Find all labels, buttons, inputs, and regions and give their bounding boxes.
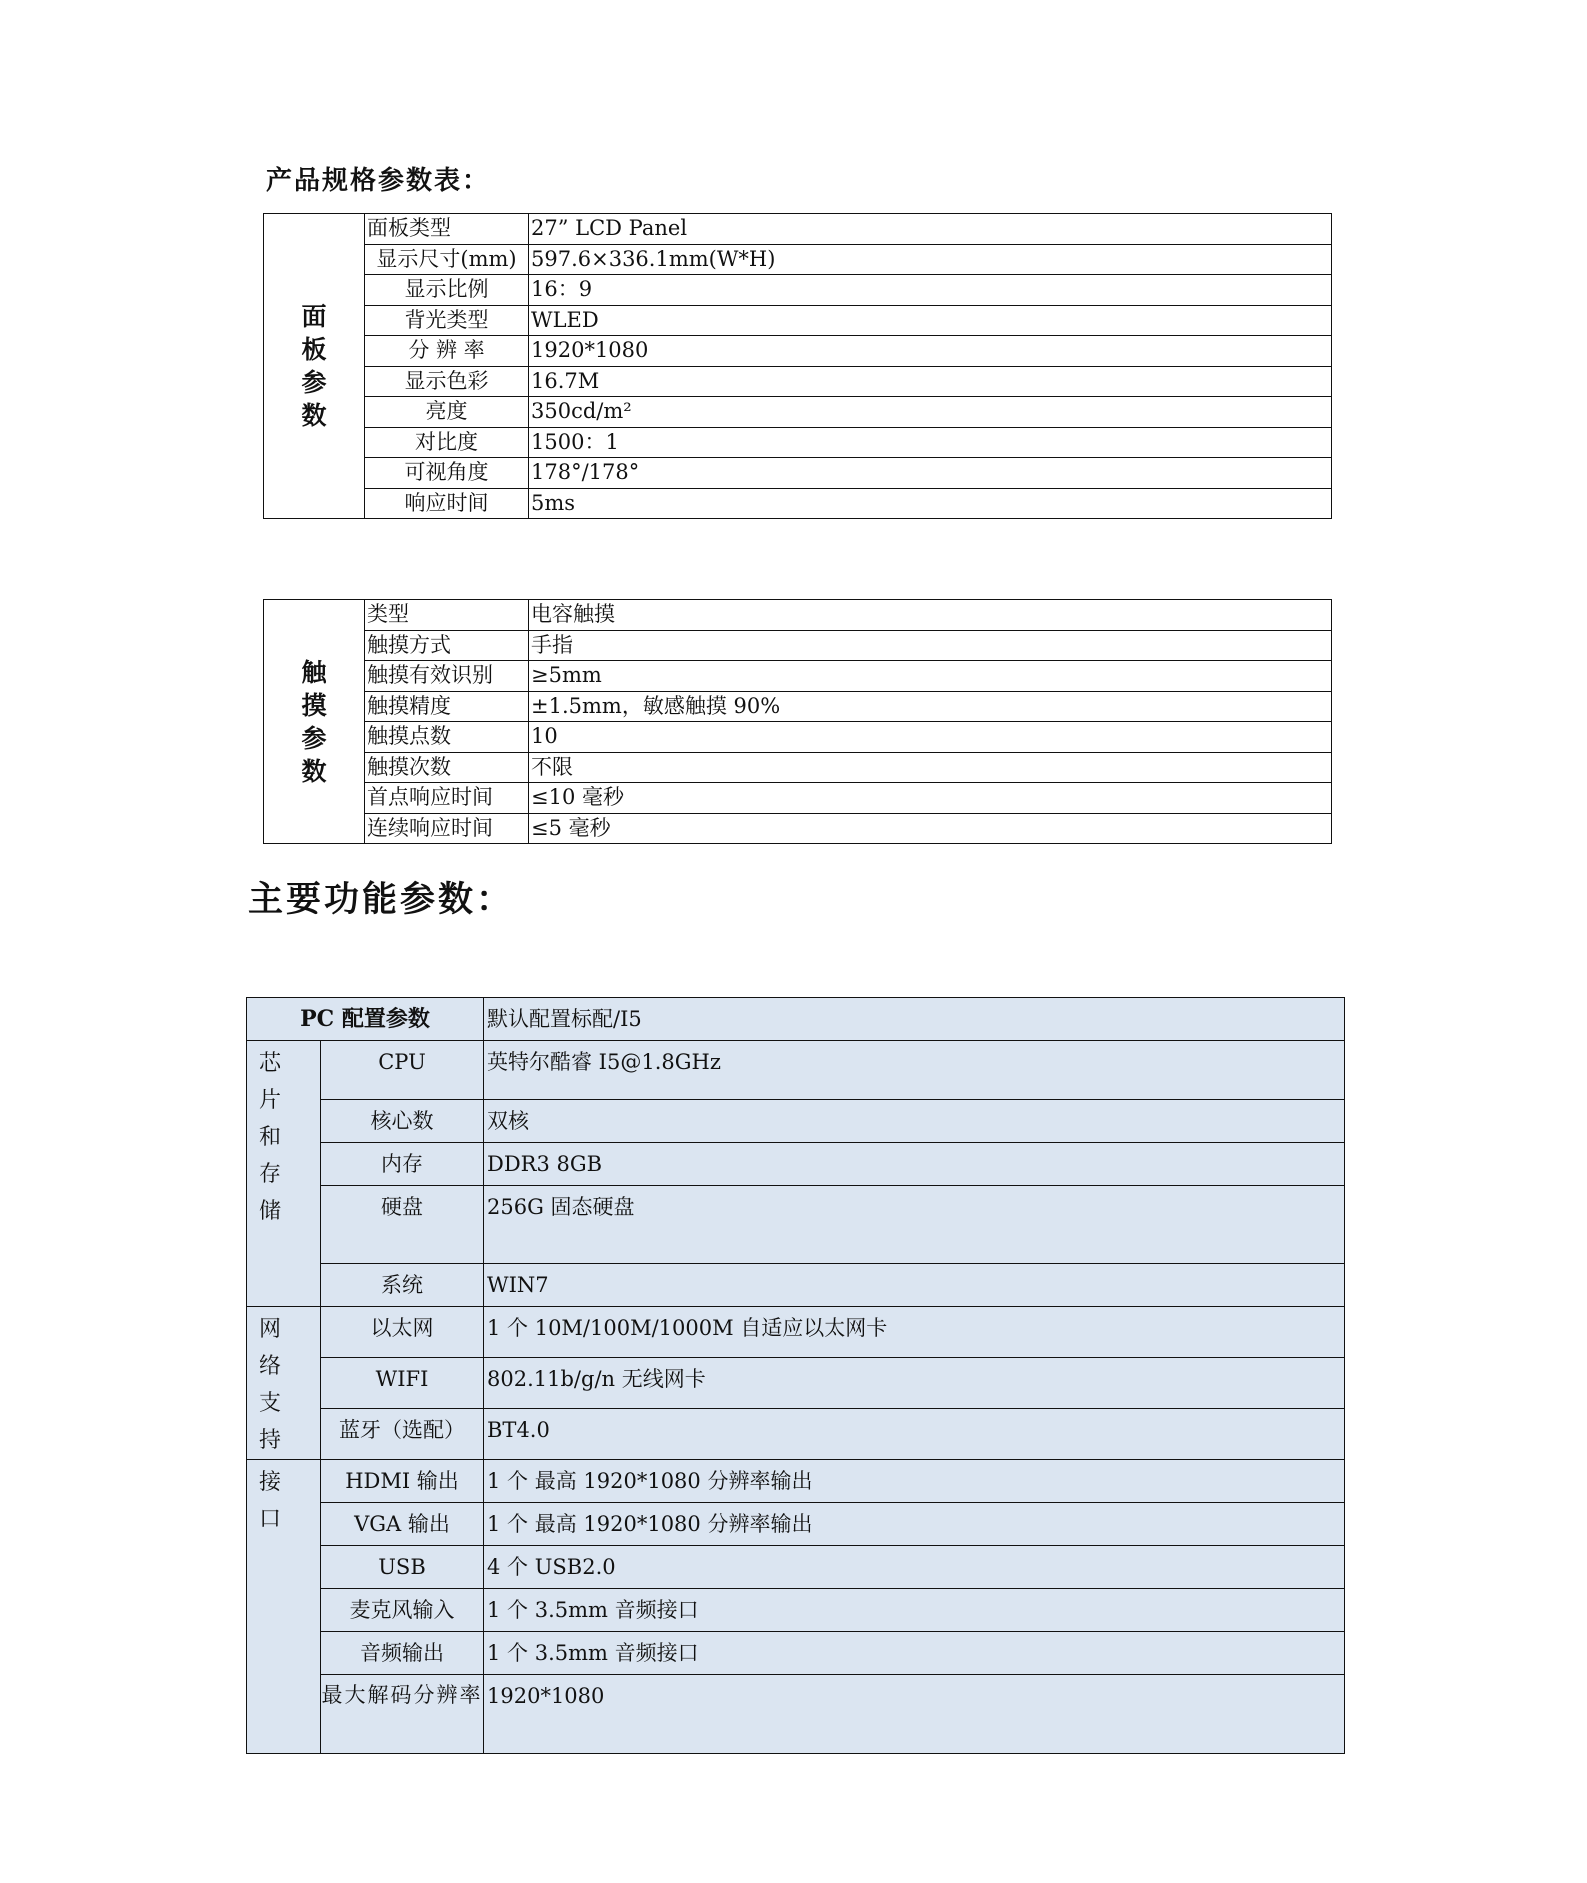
spec-value: 4 个 USB2.0 (484, 1546, 1345, 1589)
spec-label: USB (321, 1546, 484, 1589)
touch-value: ≥5mm (529, 661, 1332, 692)
panel-value: 5ms (529, 488, 1332, 519)
panel-label: 亮度 (365, 397, 529, 428)
spec-value: WIN7 (484, 1264, 1345, 1307)
panel-label: 对比度 (365, 427, 529, 458)
touch-label: 触摸方式 (365, 630, 529, 661)
spec-label: CPU (321, 1041, 484, 1100)
panel-label: 显示色彩 (365, 366, 529, 397)
panel-value: 16.7M (529, 366, 1332, 397)
touch-label: 触摸点数 (365, 722, 529, 753)
panel-label: 显示尺寸(mm) (365, 244, 529, 275)
touch-value: ≤10 毫秒 (529, 783, 1332, 814)
spec-label: 音频输出 (321, 1632, 484, 1675)
spec-value: 802.11b/g/n 无线网卡 (484, 1358, 1345, 1409)
touch-label: 触摸次数 (365, 752, 529, 783)
panel-value: 597.6×336.1mm(W*H) (529, 244, 1332, 275)
spec-value: 1 个 最高 1920*1080 分辨率输出 (484, 1503, 1345, 1546)
spec-value: DDR3 8GB (484, 1143, 1345, 1186)
spec-value: 1 个 3.5mm 音频接口 (484, 1589, 1345, 1632)
panel-params-group-label: 面 板 参 数 (264, 214, 365, 519)
panel-value: WLED (529, 305, 1332, 336)
spec-value: 1920*1080 (484, 1675, 1345, 1754)
spec-value: 双核 (484, 1100, 1345, 1143)
panel-value: 178°/178° (529, 458, 1332, 489)
touch-value: ±1.5mm，敏感触摸 90% (529, 691, 1332, 722)
spec-label: VGA 输出 (321, 1503, 484, 1546)
touch-label: 触摸精度 (365, 691, 529, 722)
pc-config-header-label: PC 配置参数 (247, 998, 484, 1041)
panel-label: 显示比例 (365, 275, 529, 306)
pc-config-header-value: 默认配置标配/I5 (484, 998, 1345, 1041)
spec-label: 内存 (321, 1143, 484, 1186)
touch-label: 触摸有效识别 (365, 661, 529, 692)
spec-value: 英特尔酷睿 I5@1.8GHz (484, 1041, 1345, 1100)
panel-label: 响应时间 (365, 488, 529, 519)
spec-label: WIFI (321, 1358, 484, 1409)
category-chip-storage: 芯片和存储 (247, 1041, 321, 1307)
spec-label: 核心数 (321, 1100, 484, 1143)
spec-value: 1 个 10M/100M/1000M 自适应以太网卡 (484, 1307, 1345, 1358)
panel-label: 分 辨 率 (365, 336, 529, 367)
touch-value: 10 (529, 722, 1332, 753)
panel-label: 面板类型 (365, 214, 529, 245)
touch-label: 首点响应时间 (365, 783, 529, 814)
panel-value: 16：9 (529, 275, 1332, 306)
panel-value: 1500：1 (529, 427, 1332, 458)
category-network: 网络支持 (247, 1307, 321, 1460)
touch-value: 不限 (529, 752, 1332, 783)
touch-value: 电容触摸 (529, 600, 1332, 631)
touch-value: ≤5 毫秒 (529, 813, 1332, 844)
panel-value: 1920*1080 (529, 336, 1332, 367)
spec-value: 256G 固态硬盘 (484, 1186, 1345, 1264)
spec-label: 以太网 (321, 1307, 484, 1358)
panel-label: 背光类型 (365, 305, 529, 336)
panel-label: 可视角度 (365, 458, 529, 489)
panel-params-table (263, 213, 1332, 519)
touch-label: 类型 (365, 600, 529, 631)
spec-label: HDMI 输出 (321, 1460, 484, 1503)
spec-value: BT4.0 (484, 1409, 1345, 1460)
spec-label: 系统 (321, 1264, 484, 1307)
touch-value: 手指 (529, 630, 1332, 661)
main-function-title: 主要功能参数： (248, 879, 515, 920)
spec-label: 麦克风输入 (321, 1589, 484, 1632)
spec-label: 硬盘 (321, 1186, 484, 1264)
panel-value: 27” LCD Panel (529, 214, 1332, 245)
panel-value: 350cd/m² (529, 397, 1332, 428)
touch-label: 连续响应时间 (365, 813, 529, 844)
category-ports: 接口 (247, 1460, 321, 1754)
touch-params-table (263, 599, 1332, 844)
pc-config-table (246, 997, 1345, 1754)
spec-label: 最大解码分辨率 (321, 1675, 484, 1754)
spec-table-title: 产品规格参数表： (266, 166, 491, 196)
spec-label: 蓝牙（选配） (321, 1409, 484, 1460)
touch-params-group-label: 触 摸 参 数 (264, 600, 365, 844)
spec-value: 1 个 最高 1920*1080 分辨率输出 (484, 1460, 1345, 1503)
spec-value: 1 个 3.5mm 音频接口 (484, 1632, 1345, 1675)
